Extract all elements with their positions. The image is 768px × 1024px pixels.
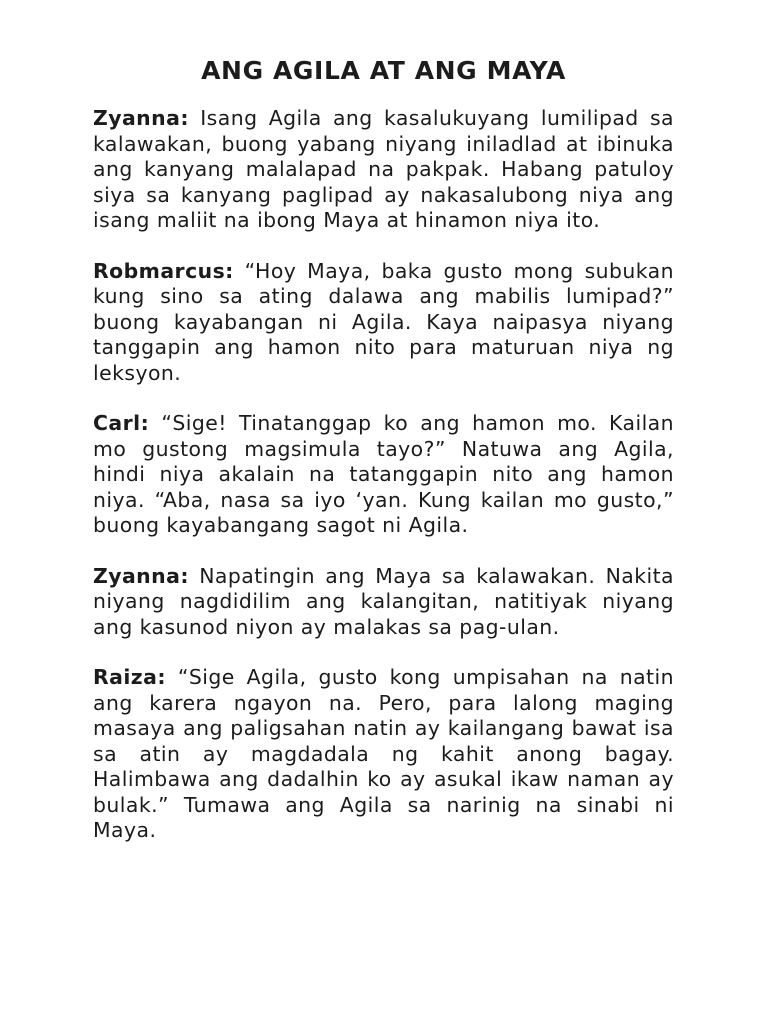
paragraph-text: “Hoy Maya, baka gusto mong subukan kung sino sa ating dalawa ang mabilis lumipad?” buong kayabangan ni Agila. Kaya naipasya niyang tanggapin ang hamon nito para maturuan niya ng leksyon. [93, 258, 674, 385]
paragraph [93, 411, 674, 539]
speaker-label: Raiza: [93, 665, 166, 689]
paragraph [93, 665, 674, 844]
paragraph [93, 564, 674, 641]
speaker-label: Robmarcus: [93, 258, 234, 283]
speaker-label: Zyanna: [93, 106, 189, 130]
paragraph-text: “Sige! Tinatanggap ko ang hamon mo. Kailan mo gustong magsimula tayo?” Natuwa ang Agila, hindi niya akalain na tatanggapin nito ang hamon niya. “Aba, nasa sa iyo ‘yan. Kung kailan mo gusto,” buong kayabangang sagot ni Agila. [93, 411, 675, 537]
paragraph [93, 259, 674, 387]
paragraph-text: Napatingin ang Maya sa kalawakan. Nakita niyang nagdidilim ang kalangitan, natitiyak niyang ang kasunod niyon ay malakas sa pag-ulan. [93, 563, 674, 639]
paragraph-text: Isang Agila ang kasalukuyang lumilipad sa kalawakan, buong yabang niyang iniladlad at ibinuka ang kanyang malalapad na pakpak. Habang patuloy siya sa kanyang paglipad ay nakasalubong niya ang isang maliit na ibong Maya at hinamon niya ito. [93, 106, 674, 232]
document-title: ANG AGILA AT ANG MAYA [201, 56, 566, 85]
speaker-label: Zyanna: [93, 563, 189, 588]
paragraph [93, 106, 674, 234]
paragraph-text: “Sige Agila, gusto kong umpisahan na natin ang karera ngayon na. Pero, para lalong maging masaya ang paligsahan natin ay kailangang bawat isa sa atin ay magdadala ng kahit anong bagay. Halimbawa ang dadalhin ko ay asukal ikaw naman ay bulak.” Tumawa ang Agila sa narinig na sinabi ni Maya. [93, 665, 674, 842]
speaker-label: Carl: [93, 411, 150, 435]
document-page [93, 56, 674, 869]
